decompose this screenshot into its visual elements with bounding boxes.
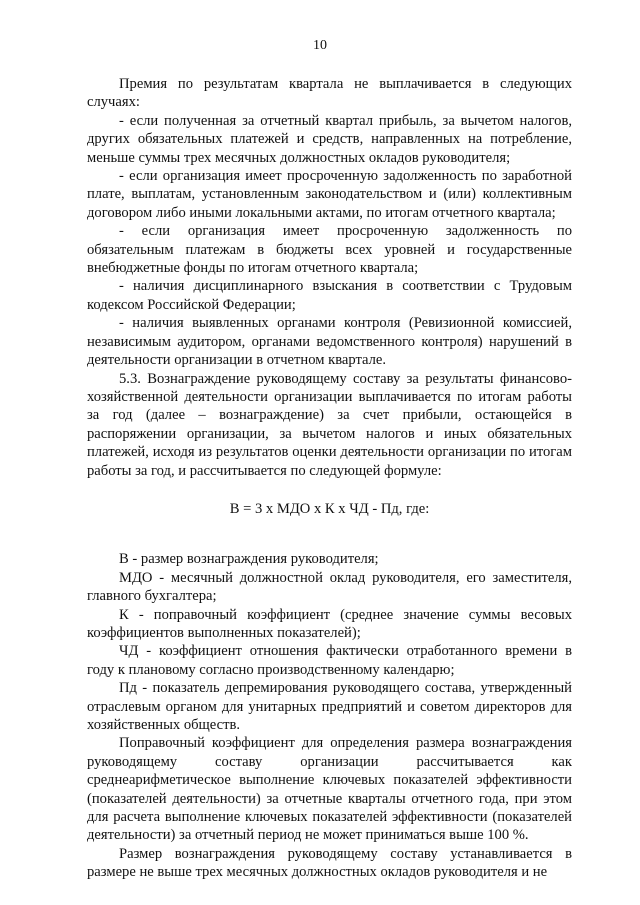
definition: МДО - месячный должностной оклад руководителя, его заместителя, главного бухгалтера; [87,569,572,605]
paragraph: - наличия выявленных органами контроля (Ревизионной комиссией, независимым аудитором, органами ведомственного контроля) нарушений в деятельности организации в отчетном квартале. [87,315,572,369]
definition: Пд - показатель депремирования руководящего состава, утвержденный отраслевым органом для унитарных предприятий и советом директоров для хозяйственных обществ. [87,680,572,733]
paragraph: 5.3. Вознаграждение руководящему составу за результаты финансово-хозяйственной деятельности организации выплачивается по итогам работы за год (далее – вознаграждение) за счет прибыли, остающейся в распоряжении организации, за вычетом налогов и иных обязательных платежей, исходя из результатов оценки деятельности организации по итогам работы за год, и рассчитывается по следующей формуле: [87,370,572,479]
paragraph: - если организация имеет просроченную задолженность по заработной плате, выплатам, установленным законодательством и (или) коллективным договором либо иными локальными актами, по итогам отчетного квартала; [87,168,572,221]
paragraph: Премия по результатам квартала не выплачивается в следующих случаях: [87,76,572,111]
paragraph: Поправочный коэффициент для определения размера вознаграждения руководящему составу организации рассчитывается как среднеарифметическое выполнение ключевых показателей эффективности (показателей деятельности) за отчетные кварталы отчетного года, при этом для расчета выполнение ключевых показателей эффективности (показателей деятельности) за отчетный период не может приниматься выше 100 %. [87,735,572,844]
definition: В - размер вознаграждения руководителя; [119,551,379,568]
paragraph: - если организация имеет просроченную задолженность по обязательным платежам в бюджеты всех уровней и государственные внебюджетные фонды по итогам отчетного квартала; [87,223,572,277]
formula: В = 3 х МДО х К х ЧД - Пд, где: [229,500,430,517]
page-number: 10 [313,38,327,53]
paragraph: Размер вознаграждения руководящему составу устанавливается в размере не выше трех месячных должностных окладов руководителя и не [87,845,572,881]
paragraph: - если полученная за отчетный квартал прибыль, за вычетом налогов, других обязательных платежей и средств, направленных на потребление, меньше суммы трех месячных должностных окладов руководителя; [87,112,572,166]
definition: ЧД - коэффициент отношения фактически отработанного времени в году к плановому согласно производственному календарю; [87,643,572,678]
document-body [87,75,572,882]
paragraph: - наличия дисциплинарного взыскания в соответствии с Трудовым кодексом Российской Федерации; [87,278,572,313]
definition: К - поправочный коэффициент (среднее значение суммы весовых коэффициентов выполненных показателей); [87,606,572,641]
